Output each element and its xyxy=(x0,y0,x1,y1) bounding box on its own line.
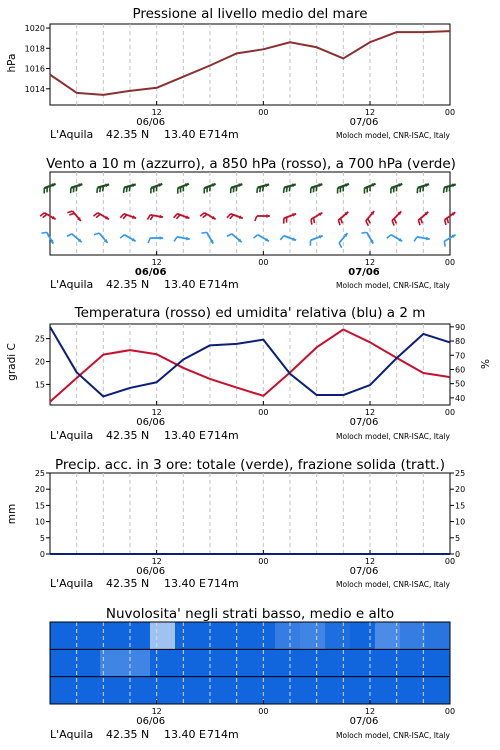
cloud-cell-basso xyxy=(225,677,251,704)
cloud-cell-medio xyxy=(350,649,376,676)
wind-barb-feather-850 xyxy=(203,214,207,217)
wind-barb-feather-10 xyxy=(361,232,366,233)
pressure-location-lat: 42.35 N xyxy=(106,128,150,141)
temperature-xtick-label: 00 xyxy=(444,408,456,417)
wind-barb-feather-700 xyxy=(124,188,125,193)
wind-barb-feather-10 xyxy=(280,236,284,240)
cloud-model-credit: Moloch model, CNR-ISAC, Italy xyxy=(336,731,450,740)
cloud-xtick-label: 12 xyxy=(151,707,162,716)
temperature-ylabel: gradi C xyxy=(6,343,18,381)
wind-barb-feather-10 xyxy=(174,237,177,242)
wind-barb-feather-850 xyxy=(69,213,74,215)
precipitation-y2tick-label: 10 xyxy=(455,517,466,527)
wind-date-label: 07/06 xyxy=(348,267,380,278)
wind-barb-feather-850 xyxy=(230,215,234,219)
precipitation-frame xyxy=(50,473,450,554)
humidity-y2tick-label: 50 xyxy=(455,379,466,389)
pressure-frame xyxy=(50,24,450,105)
precipitation-date-label: 06/06 xyxy=(136,566,166,577)
precipitation-ytick-label: 15 xyxy=(34,501,45,511)
wind-location-lon: 13.40 E xyxy=(164,278,206,291)
humidity-y2tick-label: 80 xyxy=(455,337,466,347)
precipitation-y2tick-label: 15 xyxy=(455,501,466,511)
temperature-location-lat: 42.35 N xyxy=(106,429,150,442)
wind-barb-feather-700 xyxy=(263,186,264,191)
pressure-xtick-label: 12 xyxy=(364,108,376,117)
precipitation-ytick-label: 0 xyxy=(39,550,45,559)
cloud-location-lon: 13.40 E xyxy=(164,728,206,741)
cloud-cell-alto xyxy=(200,622,226,649)
precipitation-ylabel: mm xyxy=(6,503,18,525)
temperature-location-alt: 714m xyxy=(207,429,239,442)
pressure-ytick-label: 1020 xyxy=(24,24,45,34)
wind-barb-feather-10 xyxy=(120,235,124,238)
temperature-ytick-label: 15 xyxy=(34,380,45,390)
cloud-cell-alto xyxy=(425,622,451,649)
temperature-xtick-label: 12 xyxy=(151,408,162,417)
precipitation-y2tick-label: 5 xyxy=(455,533,461,543)
humidity-y2tick-label: 70 xyxy=(455,351,466,361)
wind-barb-feather-700 xyxy=(260,187,261,192)
pressure-xtick-label: 00 xyxy=(444,108,456,117)
precipitation-xtick-label: 12 xyxy=(364,557,376,566)
wind-barb-feather-10 xyxy=(201,232,206,233)
humidity-y2tick-label: 90 xyxy=(455,322,466,332)
wind-barb-feather-850 xyxy=(227,214,231,218)
wind-barb-feather-850 xyxy=(314,218,315,223)
wind-barb-feather-10 xyxy=(414,237,417,242)
wind-barb-feather-850 xyxy=(174,214,178,218)
wind-barb-feather-10 xyxy=(94,233,99,235)
wind-barb-feather-850 xyxy=(67,211,72,213)
wind-panel xyxy=(40,156,456,291)
humidity-y2tick-label: 40 xyxy=(455,393,466,403)
cloud-cell-basso xyxy=(50,677,76,704)
cloud-xtick-label: 00 xyxy=(444,707,456,716)
pressure-date-label: 07/06 xyxy=(349,117,379,128)
cloud-cell-medio xyxy=(125,649,151,676)
temperature-title: Temperatura (rosso) ed umidita' relativa (blu) a 2 m xyxy=(74,305,426,321)
pressure-location-lon: 13.40 E xyxy=(164,128,206,141)
wind-xtick-label: 12 xyxy=(364,258,376,267)
temperature-xtick-label: 00 xyxy=(258,408,269,417)
precipitation-location-lon: 13.40 E xyxy=(164,577,206,590)
wind-barb-feather-850 xyxy=(147,215,150,220)
wind-barb-feather-700 xyxy=(286,187,287,192)
wind-barb-feather-850 xyxy=(123,215,127,219)
wind-barb-feather-10 xyxy=(253,235,257,238)
wind-barb-feather-10 xyxy=(387,235,391,238)
cloud-location-alt: 714m xyxy=(207,728,239,741)
wind-barb-feather-10 xyxy=(227,234,232,237)
wind-title: Vento a 10 m (azzurro), a 850 hPa (rosso), a 700 hPa (verde) xyxy=(46,156,456,172)
precipitation-xtick-label: 00 xyxy=(444,557,456,566)
precipitation-ytick-label: 5 xyxy=(39,533,45,543)
cloud-xtick-label: 00 xyxy=(258,707,269,716)
wind-barb-feather-850 xyxy=(447,218,448,223)
wind-barb-feather-700 xyxy=(257,188,258,193)
pressure-line xyxy=(50,31,450,95)
pressure-model-credit: Moloch model, CNR-ISAC, Italy xyxy=(336,131,450,140)
cloud-cell-medio xyxy=(325,649,351,676)
cloud-cell-basso xyxy=(300,677,326,704)
wind-barb-feather-10 xyxy=(148,238,150,243)
cloud-cell-basso xyxy=(150,677,176,704)
precipitation-ytick-label: 10 xyxy=(34,517,45,527)
wind-barb-feather-700 xyxy=(103,186,104,191)
wind-barb-feather-850 xyxy=(341,218,343,223)
wind-barb-feather-700 xyxy=(100,187,101,192)
humidity-y2tick-label: 60 xyxy=(455,365,466,375)
cloud-cell-medio xyxy=(150,649,176,676)
wind-barb-feather-700 xyxy=(446,187,447,192)
wind-barb-feather-850 xyxy=(120,214,124,218)
wind-barb-feather-850 xyxy=(338,220,340,225)
cloud-cell-basso xyxy=(350,677,376,704)
wind-date-label: 06/06 xyxy=(134,267,167,278)
temperature-panel xyxy=(6,305,492,442)
precipitation-y2tick-label: 20 xyxy=(455,485,466,495)
wind-barb-feather-10 xyxy=(67,234,72,237)
wind-barb-feather-850 xyxy=(445,220,446,225)
cloud-cell-alto xyxy=(225,622,251,649)
cloud-cell-basso xyxy=(425,677,451,704)
humidity-ylabel: % xyxy=(480,359,492,369)
wind-frame xyxy=(50,172,450,255)
cloud-cell-medio xyxy=(75,649,101,676)
cloud-panel xyxy=(50,606,455,741)
cloud-date-label: 06/06 xyxy=(136,716,166,727)
wind-barb-feather-850 xyxy=(311,219,312,224)
precipitation-xtick-label: 12 xyxy=(151,557,162,566)
cloud-cell-alto xyxy=(150,622,176,649)
wind-barb-feather-850 xyxy=(150,215,153,220)
wind-barb-feather-850 xyxy=(93,213,97,216)
wind-barb-feather-850 xyxy=(418,220,420,225)
precipitation-location-lat: 42.35 N xyxy=(106,577,150,590)
precipitation-title: Precip. acc. in 3 ore: totale (verde), frazione solida (tratt.) xyxy=(55,457,445,473)
wind-barb-feather-10 xyxy=(444,241,445,246)
cloud-cell-alto xyxy=(125,622,151,649)
cloud-cell-basso xyxy=(400,677,426,704)
precipitation-panel xyxy=(6,457,465,590)
temperature-location-lon: 13.40 E xyxy=(164,429,206,442)
cloud-cell-alto xyxy=(50,622,76,649)
wind-arrow-head-10 xyxy=(160,236,164,240)
precipitation-xtick-label: 00 xyxy=(258,557,269,566)
wind-location-lat: 42.35 N xyxy=(106,278,150,291)
wind-barb-feather-850 xyxy=(43,214,47,217)
precipitation-date-label: 07/06 xyxy=(349,566,379,577)
temperature-date-label: 07/06 xyxy=(349,417,379,428)
temperature-ytick-label: 25 xyxy=(34,334,45,344)
cloud-cell-basso xyxy=(175,677,201,704)
wind-barb-feather-850 xyxy=(392,221,394,226)
pressure-location-name: L'Aquila xyxy=(50,128,94,141)
pressure-date-label: 06/06 xyxy=(136,117,166,128)
cloud-xtick-label: 12 xyxy=(364,707,376,716)
temperature-location-name: L'Aquila xyxy=(50,429,94,442)
wind-barb-feather-850 xyxy=(200,213,204,216)
wind-barb-feather-850 xyxy=(96,214,100,217)
cloud-cell-basso xyxy=(125,677,151,704)
precipitation-location-name: L'Aquila xyxy=(50,577,94,590)
precipitation-ytick-label: 20 xyxy=(34,485,45,495)
pressure-ytick-label: 1016 xyxy=(24,64,45,74)
pressure-xtick-label: 12 xyxy=(151,108,162,117)
temperature-xtick-label: 12 xyxy=(364,408,376,417)
wind-location-alt: 714m xyxy=(207,278,239,291)
wind-location-name: L'Aquila xyxy=(50,278,94,291)
temperature-date-label: 06/06 xyxy=(136,417,166,428)
temperature-ytick-label: 20 xyxy=(34,357,45,367)
pressure-location-alt: 714m xyxy=(207,128,239,141)
cloud-cell-alto xyxy=(275,622,301,649)
cloud-cell-alto xyxy=(325,622,351,649)
wind-model-credit: Moloch model, CNR-ISAC, Italy xyxy=(336,281,450,290)
cloud-cell-medio xyxy=(175,649,201,676)
wind-xtick-label: 00 xyxy=(444,258,456,267)
wind-barb-feather-850 xyxy=(368,219,371,224)
cloud-cell-basso xyxy=(200,677,226,704)
cloud-date-label: 07/06 xyxy=(349,716,379,727)
wind-barb-feather-850 xyxy=(394,218,396,223)
cloud-cell-medio xyxy=(200,649,226,676)
precipitation-ytick-label: 25 xyxy=(34,469,45,478)
wind-barb-feather-700 xyxy=(284,188,285,193)
temperature-model-credit: Moloch model, CNR-ISAC, Italy xyxy=(336,432,450,441)
humidity-line xyxy=(50,327,450,397)
precipitation-model-credit: Moloch model, CNR-ISAC, Italy xyxy=(336,580,450,589)
wind-barb-feather-10 xyxy=(41,232,46,233)
cloud-cell-alto xyxy=(175,622,201,649)
cloud-cell-alto xyxy=(300,622,326,649)
wind-barb-feather-850 xyxy=(366,221,369,226)
cloud-location-name: L'Aquila xyxy=(50,728,94,741)
cloud-cell-medio xyxy=(50,649,76,676)
cloud-cell-medio xyxy=(425,649,451,676)
cloud-cell-basso xyxy=(275,677,301,704)
wind-barb-feather-700 xyxy=(449,186,450,191)
wind-barb-feather-850 xyxy=(40,213,44,216)
pressure-ytick-label: 1014 xyxy=(24,84,45,94)
cloud-cell-basso xyxy=(250,677,276,704)
cloud-cell-medio xyxy=(275,649,301,676)
cloud-cell-alto xyxy=(350,622,376,649)
wind-barb-feather-850 xyxy=(176,215,180,219)
pressure-ytick-label: 1018 xyxy=(24,44,45,54)
cloud-cell-alto xyxy=(75,622,101,649)
wind-xtick-label: 12 xyxy=(151,258,162,267)
pressure-title: Pressione al livello medio del mare xyxy=(132,6,368,22)
cloud-cell-medio xyxy=(225,649,251,676)
wind-barb-feather-700 xyxy=(444,188,445,193)
cloud-location-lat: 42.35 N xyxy=(106,728,150,741)
pressure-xtick-label: 00 xyxy=(258,108,269,117)
cloud-cell-medio xyxy=(400,649,426,676)
wind-barb-feather-700 xyxy=(126,187,127,192)
cloud-cell-alto xyxy=(250,622,276,649)
wind-xtick-label: 00 xyxy=(258,258,269,267)
cloud-title: Nuvolosita' negli strati basso, medio e alto xyxy=(105,606,395,622)
cloud-cell-medio xyxy=(300,649,326,676)
cloud-cell-basso xyxy=(325,677,351,704)
wind-barb-feather-850 xyxy=(255,216,257,221)
cloud-cell-alto xyxy=(400,622,426,649)
wind-barb-feather-10 xyxy=(339,243,342,248)
cloud-cell-medio xyxy=(250,649,276,676)
cloud-cell-basso xyxy=(75,677,101,704)
wind-barb-feather-700 xyxy=(97,188,98,193)
pressure-panel xyxy=(6,6,455,141)
precipitation-y2tick-label: 0 xyxy=(455,550,461,559)
wind-barb-feather-700 xyxy=(129,186,130,191)
pressure-ylabel: hPa xyxy=(6,53,18,73)
precipitation-location-alt: 714m xyxy=(207,577,239,590)
wind-arrow-head-850 xyxy=(266,214,270,218)
precipitation-y2tick-label: 25 xyxy=(455,469,466,478)
wind-barb-feather-700 xyxy=(289,186,290,191)
wind-barb-feather-850 xyxy=(421,218,423,223)
